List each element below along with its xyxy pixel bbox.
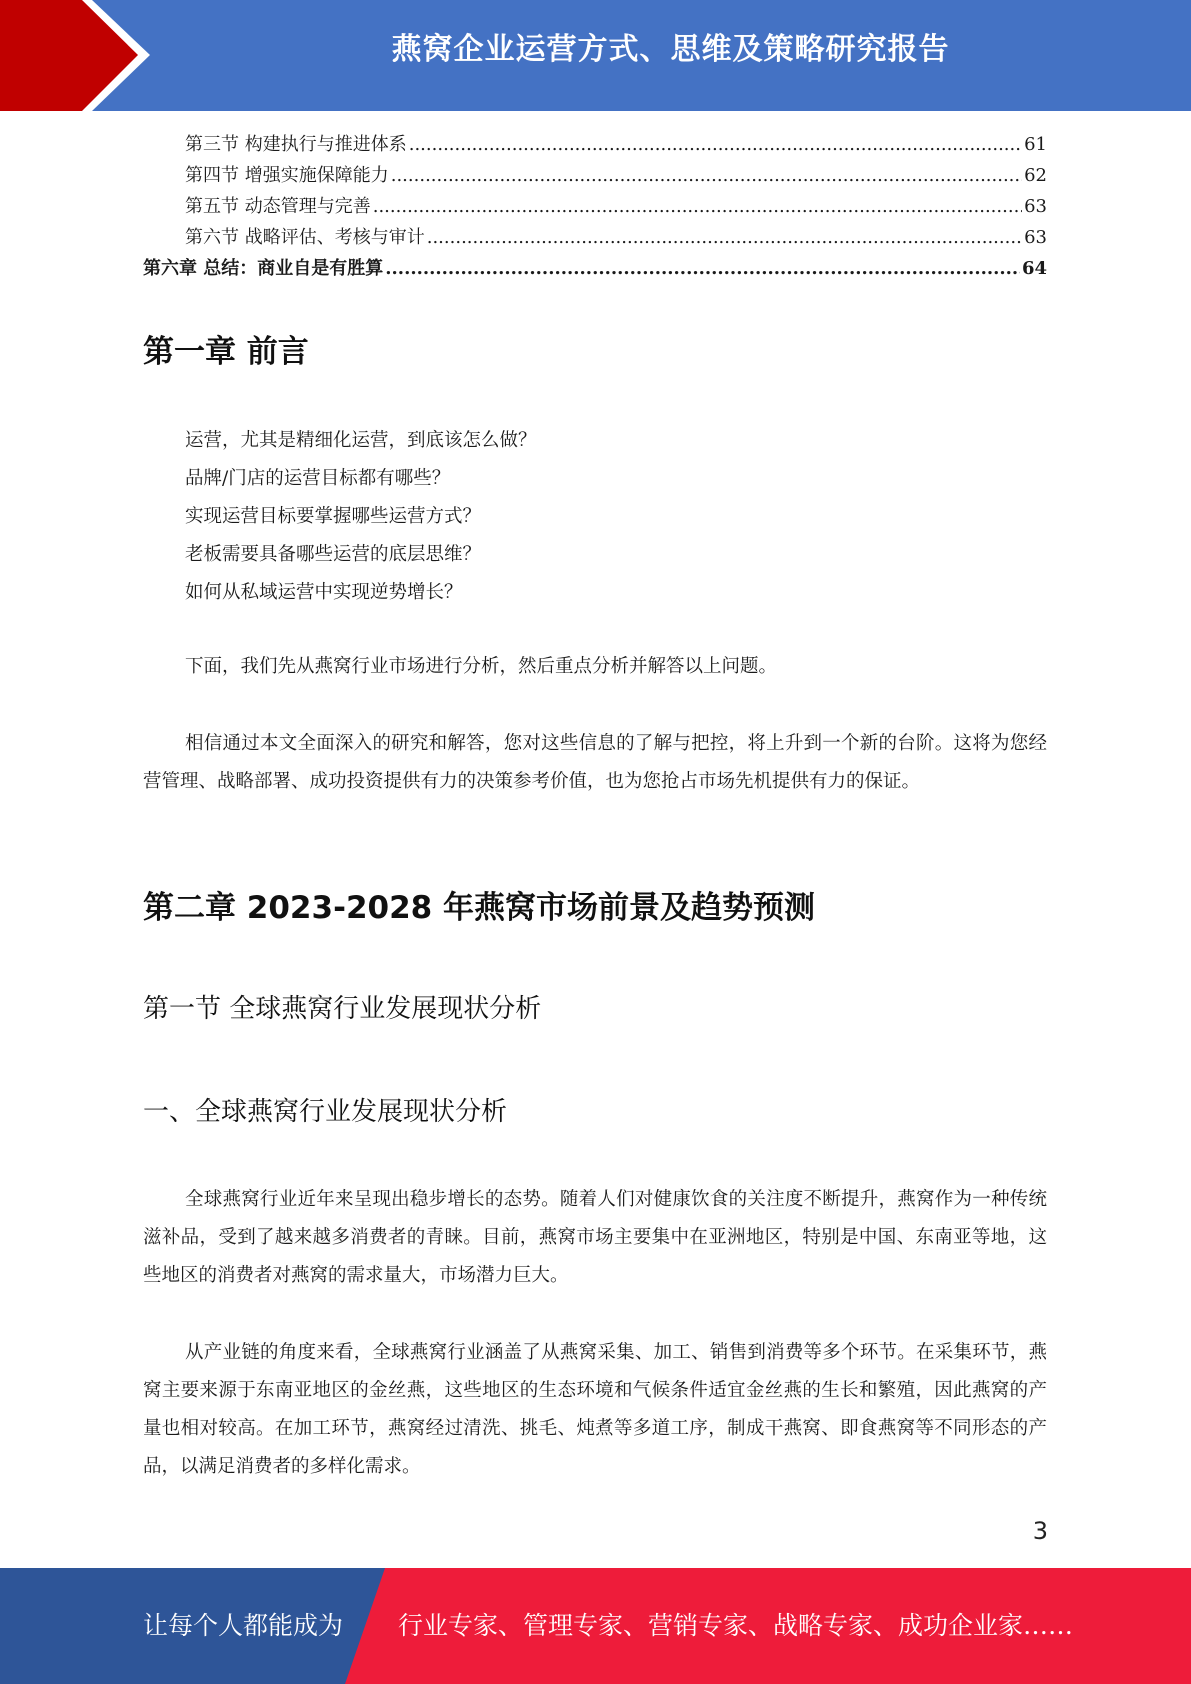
toc-entry-label: 第六节 战略评估、考核与审计 <box>185 227 425 248</box>
question-item: 运营，尤其是精细化运营，到底该怎么做？ <box>185 430 537 451</box>
page-header <box>0 0 1191 111</box>
table-of-contents <box>143 129 1047 284</box>
toc-leader-dots <box>373 191 1022 222</box>
toc-leader-dots <box>391 160 1022 191</box>
chapter-heading: 第二章 2023-2028 年燕窝市场前景及趋势预测 <box>143 890 816 926</box>
chapter-heading: 第一章 前言 <box>143 334 309 370</box>
question-item: 老板需要具备哪些运营的底层思维？ <box>185 544 482 565</box>
toc-entry-page: 63 <box>1024 227 1047 248</box>
page-footer <box>0 1568 1191 1684</box>
toc-entry[interactable] <box>143 129 1047 160</box>
question-item: 实现运营目标要掌握哪些运营方式？ <box>185 506 482 527</box>
section-heading: 第一节 全球燕窝行业发展现状分析 <box>143 994 542 1024</box>
question-item: 如何从私域运营中实现逆势增长？ <box>185 582 463 603</box>
question-list <box>185 422 537 612</box>
subsection-heading: 一、全球燕窝行业发展现状分析 <box>143 1097 508 1127</box>
body-paragraph: 从产业链的角度来看，全球燕窝行业涵盖了从燕窝采集、加工、销售到消费等多个环节。在采集环节，燕窝主要来源于东南亚地区的金丝燕，这些地区的生态环境和气候条件适宜金丝燕的生长和繁殖，因此燕窝的产量也相对较高。在加工环节，燕窝经过清洗、挑毛、炖煮等多道工序，制成干燕窝、即食燕窝等不同形态的产品，以满足消费者的多样化需求。 <box>143 1342 1047 1477</box>
toc-leader-dots <box>427 222 1022 253</box>
footer-slogan-left: 让每个人都能成为 <box>143 1611 344 1640</box>
report-title: 燕窝企业运营方式、思维及策略研究报告 <box>391 32 950 67</box>
toc-entry-page: 63 <box>1024 196 1047 217</box>
header-arrow-decoration <box>0 0 150 111</box>
toc-entry-page: 64 <box>1021 258 1047 279</box>
toc-leader-dots <box>385 253 1020 284</box>
toc-entry-page: 61 <box>1024 134 1047 155</box>
body-paragraph: 全球燕窝行业近年来呈现出稳步增长的态势。随着人们对健康饮食的关注度不断提升，燕窝作为一种传统滋补品，受到了越来越多消费者的青睐。目前，燕窝市场主要集中在亚洲地区，特别是中国、东南亚等地，这些地区的消费者对燕窝的需求量大，市场潜力巨大。 <box>143 1189 1047 1286</box>
toc-entry-label: 第五节 动态管理与完善 <box>185 196 371 217</box>
toc-entry-label: 第四节 增强实施保障能力 <box>185 165 389 186</box>
toc-entry[interactable] <box>143 191 1047 222</box>
question-item: 品牌/门店的运营目标都有哪些？ <box>185 468 451 489</box>
toc-entry-page: 62 <box>1024 165 1047 186</box>
toc-entry[interactable] <box>143 160 1047 191</box>
toc-leader-dots <box>409 129 1022 160</box>
footer-slogan-right: 行业专家、管理专家、营销专家、战略专家、成功企业家…… <box>398 1611 1074 1640</box>
page-number: 3 <box>1032 1517 1048 1545</box>
toc-entry[interactable] <box>143 222 1047 253</box>
body-paragraph: 下面，我们先从燕窝行业市场进行分析，然后重点分析并解答以上问题。 <box>185 656 778 677</box>
toc-entry-label: 第三节 构建执行与推进体系 <box>185 134 407 155</box>
toc-entry-label: 第六章 总结：商业自是有胜算 <box>143 258 384 279</box>
body-paragraph: 相信通过本文全面深入的研究和解答，您对这些信息的了解与把控，将上升到一个新的台阶。这将为您经营管理、战略部署、成功投资提供有力的决策参考价值，也为您抢占市场先机提供有力的保证。 <box>143 733 1047 792</box>
toc-entry-chapter[interactable] <box>143 253 1047 284</box>
